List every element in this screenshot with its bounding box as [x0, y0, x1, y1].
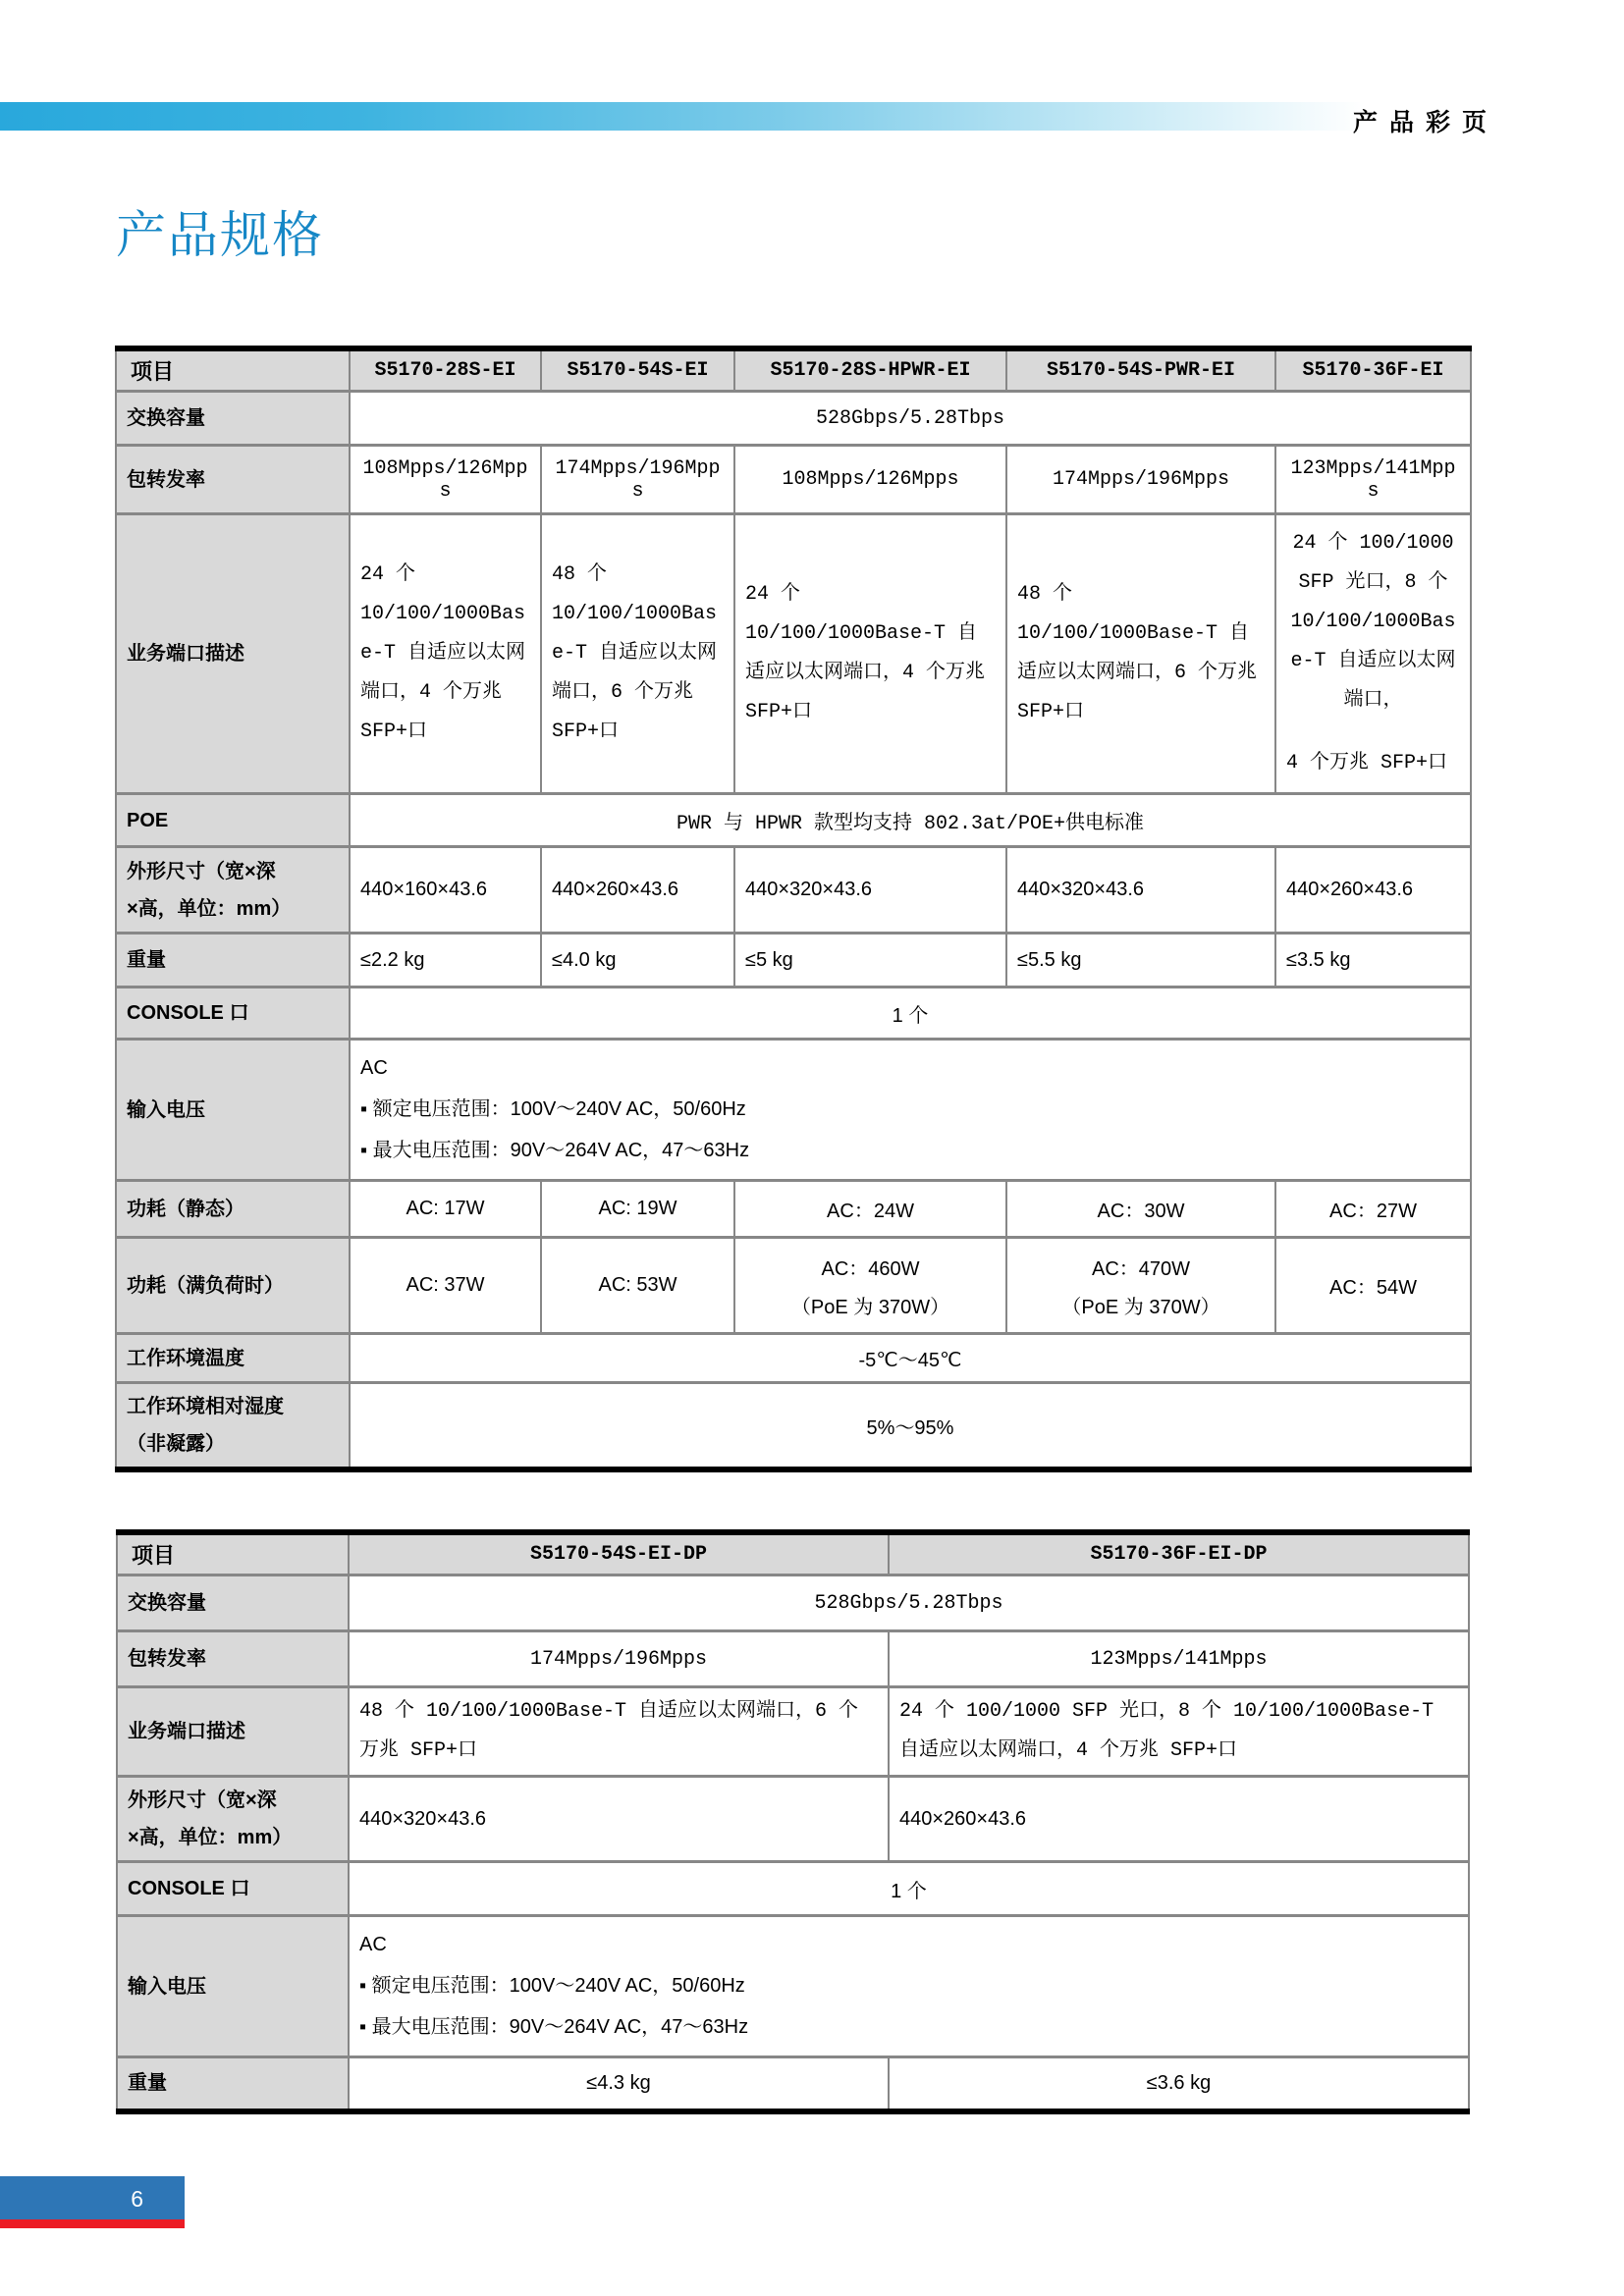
t1-power-full-value-2: AC: 53W	[541, 1238, 734, 1334]
t1-ports-value-5-part1: 24 个 100/1000 SFP 光口，8 个 10/100/1000Base-T 自适应以太网端口，	[1290, 532, 1456, 712]
t1-label-switching-capacity: 交换容量	[116, 392, 350, 446]
t2-row-service-ports	[117, 1687, 1469, 1777]
t1-row-switching-capacity	[116, 392, 1471, 446]
t1-weight-value-5: ≤3.5 kg	[1275, 934, 1471, 988]
t2-forwarding-value-2: 123Mpps/141Mpps	[889, 1631, 1469, 1687]
t1-voltage-rated-line: ▪ 额定电压范围：100V～240V AC，50/60Hz	[360, 1098, 746, 1120]
t1-power-static-value-5: AC：27W	[1275, 1181, 1471, 1238]
t1-dimensions-value-2: 440×260×43.6	[541, 847, 734, 934]
t2-voltage-rated-line: ▪ 额定电压范围：100V～240V AC，50/60Hz	[359, 1975, 745, 1997]
t1-label-weight: 重量	[116, 934, 350, 988]
t2-dimensions-value-2: 440×260×43.6	[889, 1777, 1469, 1862]
t2-ports-value-1: 48 个 10/100/1000Base-T 自适应以太网端口，6 个万兆 SFP+口	[349, 1687, 889, 1777]
t1-row-op-humidity	[116, 1383, 1471, 1470]
t1-col-header-item: 项目	[116, 348, 350, 392]
t1-power-static-value-1: AC: 17W	[350, 1181, 541, 1238]
t2-label-forwarding-rate: 包转发率	[117, 1631, 349, 1687]
t2-label-dimensions-line1: 外形尺寸（宽×深	[128, 1789, 277, 1811]
footer-page-number: 6	[131, 2186, 143, 2212]
t1-row-input-voltage	[116, 1040, 1471, 1181]
t1-power-full-value-4-main: AC：470W	[1091, 1257, 1191, 1280]
t1-power-full-value-3-sub: （PoE 为 370W）	[790, 1296, 950, 1318]
t2-header-row	[117, 1532, 1469, 1575]
t1-value-op-temperature: -5℃～45℃	[350, 1334, 1471, 1383]
t1-row-power-full-load	[116, 1238, 1471, 1334]
t1-power-full-value-3-main: AC：460W	[821, 1257, 920, 1280]
t2-value-console: 1 个	[349, 1862, 1469, 1916]
t1-label-power-static: 功耗（静态）	[116, 1181, 350, 1238]
t1-label-op-humidity-line2: （非凝露）	[127, 1433, 225, 1455]
t2-voltage-max-line: ▪ 最大电压范围：90V～264V AC，47～63Hz	[359, 2016, 749, 2038]
t2-dimensions-value-1: 440×320×43.6	[349, 1777, 889, 1862]
t2-label-service-ports: 业务端口描述	[117, 1687, 349, 1777]
t1-row-console	[116, 988, 1471, 1040]
t1-power-static-value-4: AC：30W	[1006, 1181, 1275, 1238]
t2-label-dimensions-line2: ×高，单位：mm）	[128, 1827, 293, 1848]
t1-row-op-temperature	[116, 1334, 1471, 1383]
footer-red-stripe	[0, 2219, 185, 2228]
t2-row-dimensions	[117, 1777, 1469, 1862]
t1-power-static-value-3: AC：24W	[734, 1181, 1006, 1238]
t1-row-poe	[116, 794, 1471, 847]
t1-col-header-model-2: S5170-54S-EI	[541, 348, 734, 392]
t2-ports-value-2: 24 个 100/1000 SFP 光口，8 个 10/100/1000Base-T 自适应以太网端口，4 个万兆 SFP+口	[889, 1687, 1469, 1777]
t1-ports-value-5-part2: 4 个万兆 SFP+口	[1286, 752, 1448, 774]
t1-power-full-value-4-sub: （PoE 为 370W）	[1061, 1296, 1220, 1318]
t1-row-service-ports	[116, 514, 1471, 794]
t1-ports-value-3: 24 个 10/100/1000Base-T 自适应以太网端口，4 个万兆 SFP+口	[734, 514, 1006, 794]
t1-value-input-voltage	[350, 1040, 1471, 1181]
t1-power-full-value-3	[734, 1238, 1006, 1334]
t1-value-poe: PWR 与 HPWR 款型均支持 802.3at/POE+供电标准	[350, 794, 1471, 847]
doc-type-label: 产品彩页	[1352, 109, 1498, 136]
t1-label-dimensions-line2: ×高，单位：mm）	[127, 897, 292, 920]
t2-row-console	[117, 1862, 1469, 1916]
page-title: 产品规格	[116, 209, 325, 264]
t2-weight-value-2: ≤3.6 kg	[889, 2057, 1469, 2111]
t1-label-input-voltage: 输入电压	[116, 1040, 350, 1181]
t2-label-dimensions	[117, 1777, 349, 1862]
t1-label-poe: POE	[116, 794, 350, 847]
t2-voltage-intro: AC	[359, 1934, 387, 1955]
t1-forwarding-value-4: 174Mpps/196Mpps	[1006, 446, 1275, 514]
t1-label-dimensions	[116, 847, 350, 934]
t1-forwarding-value-1: 108Mpps/126Mpps	[350, 446, 541, 514]
t1-label-console: CONSOLE 口	[116, 988, 350, 1040]
t2-row-switching-capacity	[117, 1575, 1469, 1631]
t1-label-power-full-load: 功耗（满负荷时）	[116, 1238, 350, 1334]
t1-ports-value-2: 48 个 10/100/1000Base-T 自适应以太网端口，6 个万兆 SFP+口	[541, 514, 734, 794]
t2-row-forwarding-rate	[117, 1631, 1469, 1687]
t1-ports-value-1: 24 个 10/100/1000Base-T 自适应以太网端口，4 个万兆 SFP+口	[350, 514, 541, 794]
t1-label-forwarding-rate: 包转发率	[116, 446, 350, 514]
t1-weight-value-2: ≤4.0 kg	[541, 934, 734, 988]
t1-power-full-value-4	[1006, 1238, 1275, 1334]
t1-forwarding-value-3: 108Mpps/126Mpps	[734, 446, 1006, 514]
t1-row-power-static	[116, 1181, 1471, 1238]
t2-col-header-item: 项目	[117, 1532, 349, 1575]
t2-forwarding-value-1: 174Mpps/196Mpps	[349, 1631, 889, 1687]
t1-dimensions-value-1: 440×160×43.6	[350, 847, 541, 934]
t1-header-row	[116, 348, 1471, 392]
footer-page-bar	[0, 2176, 185, 2219]
t1-dimensions-value-4: 440×320×43.6	[1006, 847, 1275, 934]
t1-dimensions-value-5: 440×260×43.6	[1275, 847, 1471, 934]
t1-ports-value-4: 48 个 10/100/1000Base-T 自适应以太网端口，6 个万兆 SFP+口	[1006, 514, 1275, 794]
t1-col-header-model-5: S5170-36F-EI	[1275, 348, 1471, 392]
t1-label-op-humidity	[116, 1383, 350, 1470]
t1-col-header-model-1: S5170-28S-EI	[350, 348, 541, 392]
t1-label-dimensions-line1: 外形尺寸（宽×深	[127, 860, 276, 882]
t2-label-switching-capacity: 交换容量	[117, 1575, 349, 1631]
t2-value-input-voltage	[349, 1916, 1469, 2057]
t2-label-input-voltage: 输入电压	[117, 1916, 349, 2057]
t2-row-weight	[117, 2057, 1469, 2111]
t1-voltage-intro: AC	[360, 1057, 388, 1079]
t2-col-header-model-2: S5170-36F-EI-DP	[889, 1532, 1469, 1575]
t1-row-dimensions	[116, 847, 1471, 934]
spec-table-1	[115, 346, 1472, 1472]
t1-col-header-model-4: S5170-54S-PWR-EI	[1006, 348, 1275, 392]
t1-weight-value-3: ≤5 kg	[734, 934, 1006, 988]
t1-forwarding-value-5: 123Mpps/141Mpps	[1275, 446, 1471, 514]
t1-weight-value-1: ≤2.2 kg	[350, 934, 541, 988]
t2-value-switching-capacity: 528Gbps/5.28Tbps	[349, 1575, 1469, 1631]
t1-value-switching-capacity: 528Gbps/5.28Tbps	[350, 392, 1471, 446]
t1-forwarding-value-2: 174Mpps/196Mpps	[541, 446, 734, 514]
t2-label-weight: 重量	[117, 2057, 349, 2111]
t1-row-forwarding-rate	[116, 446, 1471, 514]
t1-label-op-humidity-line1: 工作环境相对湿度	[127, 1396, 284, 1417]
t1-ports-value-5	[1275, 514, 1471, 794]
t2-label-console: CONSOLE 口	[117, 1862, 349, 1916]
t1-value-console: 1 个	[350, 988, 1471, 1040]
t1-weight-value-4: ≤5.5 kg	[1006, 934, 1275, 988]
t2-weight-value-1: ≤4.3 kg	[349, 2057, 889, 2111]
t1-row-weight	[116, 934, 1471, 988]
t1-label-service-ports: 业务端口描述	[116, 514, 350, 794]
t1-power-full-value-1: AC: 37W	[350, 1238, 541, 1334]
t1-value-op-humidity: 5%～95%	[350, 1383, 1471, 1470]
t1-col-header-model-3: S5170-28S-HPWR-EI	[734, 348, 1006, 392]
spec-table-2	[116, 1529, 1470, 2114]
t1-label-op-temperature: 工作环境温度	[116, 1334, 350, 1383]
t2-col-header-model-1: S5170-54S-EI-DP	[349, 1532, 889, 1575]
t1-voltage-max-line: ▪ 最大电压范围：90V～264V AC，47～63Hz	[360, 1140, 750, 1161]
t1-power-full-value-5: AC：54W	[1275, 1238, 1471, 1334]
t2-row-input-voltage	[117, 1916, 1469, 2057]
t1-dimensions-value-3: 440×320×43.6	[734, 847, 1006, 934]
t1-power-static-value-2: AC: 19W	[541, 1181, 734, 1238]
